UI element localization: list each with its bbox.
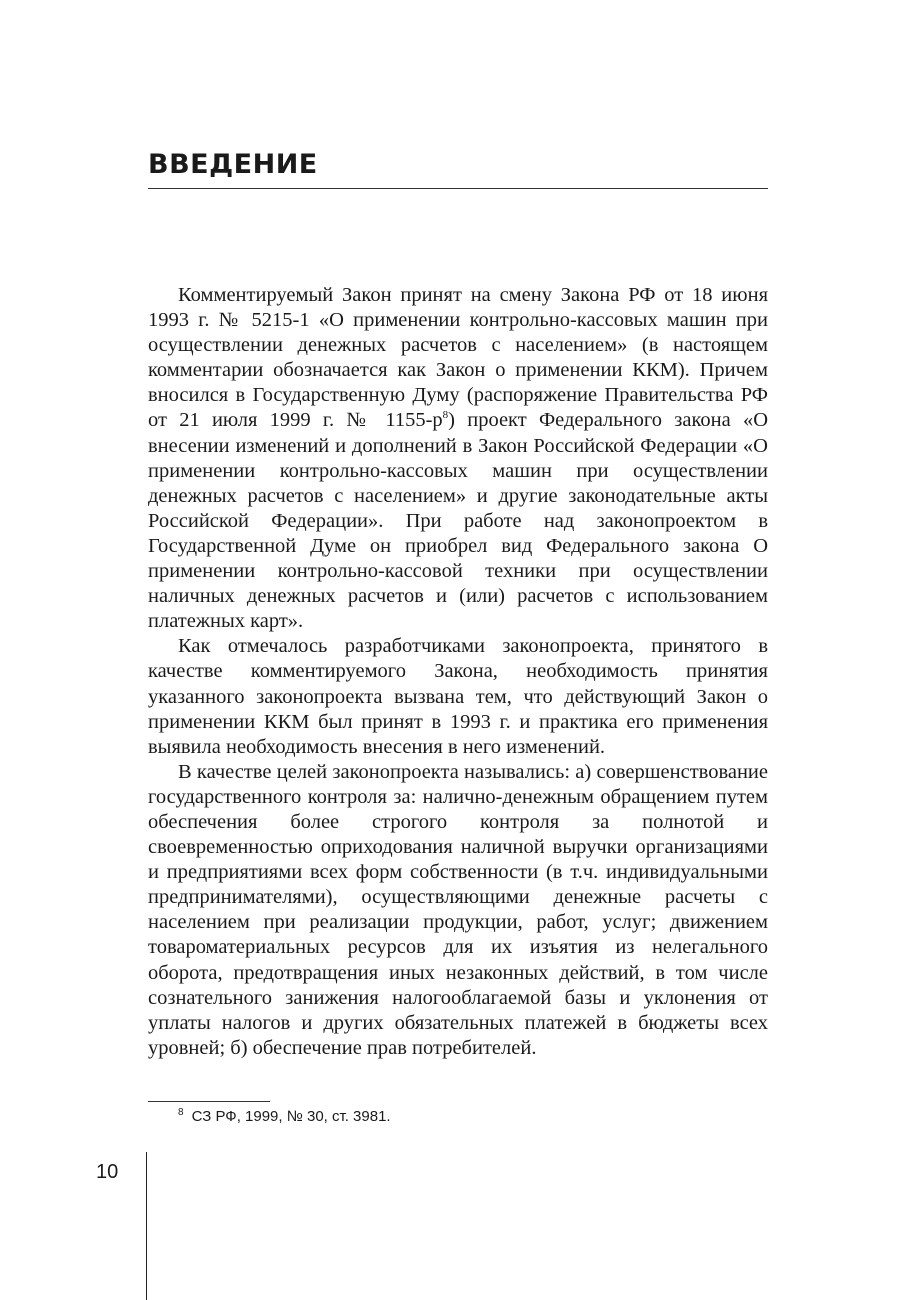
body-text: [148, 283, 768, 1061]
paragraph-1-text-end: ) проект Федерального закона «О внесении изменений и дополнений в Закон Российской Федерации «О применении контрольно-кассовых машин при осуществлении денежных расчетов с населением» и другие законодательные акты Российской Федерации». При работе над законопроектом в Государственной Думе он приобрел вид Федерального закона О применении контрольно-кассовой техники при осуществлении наличных денежных расчетов и (или) расчетов с использованием платежных карт».: [148, 409, 768, 633]
heading-underline: [148, 188, 768, 189]
paragraph-3: В качестве целей законопроекта назывались: а) совершенствование государственного контроля за: налично-денежным обращением путем обеспечения более строгого контроля за полнотой и своевременностью оприходования наличной выручки организациями и предприятиями всех форм собственности (в т.ч. индивидуальными предпринимателями), осуществляющими денежные расчеты с населением при реализации продукции, работ, услуг; движением товароматериальных ресурсов для их изъятия из нелегального оборота, предотвращения иных незаконных действий, в том числе сознательного занижения налогооблагаемой базы и уклонения от уплаты налогов и других обязательных платежей в бюджеты всех уровней; б) обеспечение прав потребителей.: [148, 760, 768, 1059]
footnote-marker: 8: [178, 1107, 184, 1118]
footnote-separator: [148, 1101, 270, 1102]
footnote: [178, 1107, 768, 1127]
footnote-reference: 8: [442, 409, 449, 422]
paragraph-1: [148, 283, 768, 634]
chapter-heading: ВВЕДЕНИЕ: [148, 149, 318, 180]
page-number: 10: [96, 1161, 119, 1183]
paragraph-2: Как отмечалось разработчиками законопроекта, принятого в качестве комментируемого Закона, необходимость принятия указанного законопроекта вызвана тем, что действующий Закон о применении ККМ был принят в 1993 г. и практика его применения выявила необходимость внесения в него изменений.: [148, 635, 768, 758]
margin-rule: [146, 1152, 147, 1300]
footnote-text: СЗ РФ, 1999, № 30, ст. 3981.: [191, 1108, 391, 1125]
paragraph-1-text-start: Комментируемый Закон принят на смену Закона РФ от 18 июня 1993 г. № 5215-1 «О применении контрольно-кассовых машин при осуществлении денежных расчетов с населением» (в настоящем комментарии обозначается как Закон о применении ККМ). Причем вносился в Государственную Думу (распоряжение Правительства РФ от 21 июля 1999 г. № 1155-р: [148, 284, 768, 432]
